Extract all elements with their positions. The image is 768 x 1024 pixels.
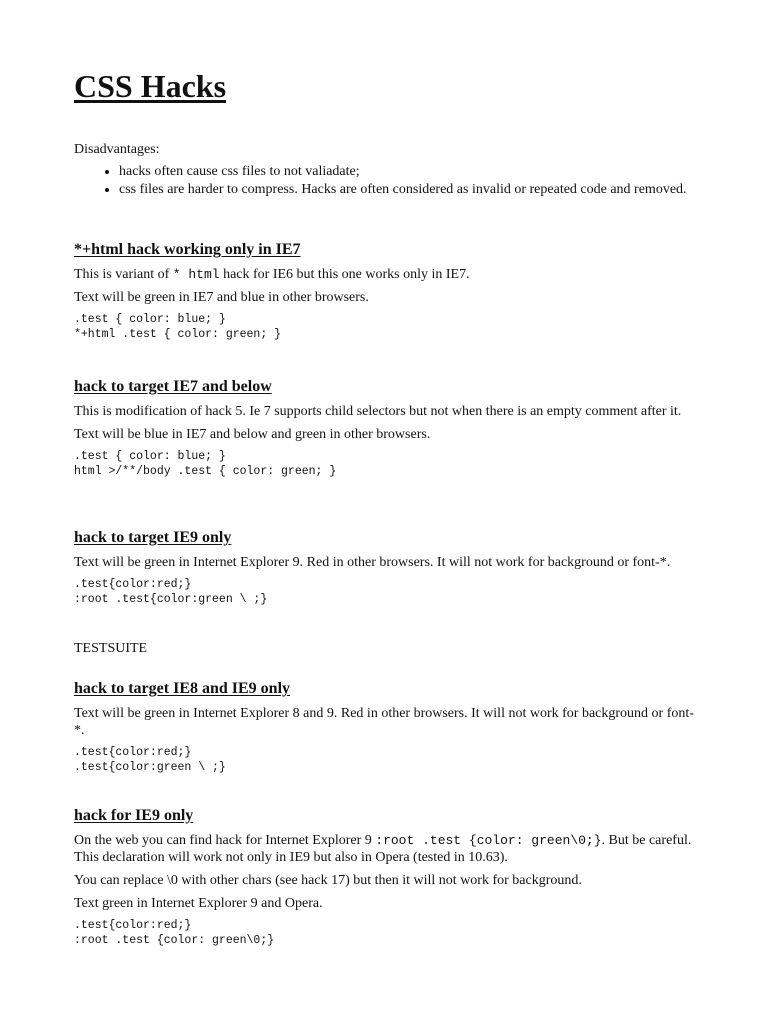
section-paragraph: On the web you can find hack for Internet Explorer 9 :root .test {color: green\0;}. But be careful. This declaration will work not only in IE9 but also in Opera (tested in 10.63).: [74, 833, 692, 865]
section-ie7-only: [74, 240, 694, 342]
section-paragraph: Text green in Internet Explorer 9 and Opera.: [74, 896, 323, 911]
code-block: [74, 577, 694, 607]
disadvantages-list: [74, 163, 694, 199]
page-title: CSS Hacks: [74, 68, 227, 104]
section-paragraph: Text will be blue in IE7 and below and green in other browsers.: [74, 427, 431, 442]
code-line: .test{color:green \ ;}: [74, 761, 226, 774]
section-heading: hack to target IE7 and below: [74, 378, 272, 395]
code-line: :root .test{color:green \ ;}: [74, 593, 268, 606]
list-item: • css files are harder to compress. Hacks are often considered as invalid or repeated code and removed.: [119, 181, 694, 199]
section-heading: *+html hack working only in IE7: [74, 241, 301, 258]
section-paragraph: You can replace \0 with other chars (see hack 17) but then it will not work for background.: [74, 873, 582, 888]
code-block: [74, 449, 694, 479]
section-paragraph: This is variant of * html hack for IE6 but this one works only in IE7.: [74, 267, 470, 282]
disadvantages-label: Disadvantages:: [74, 142, 160, 157]
section-heading: hack to target IE9 only: [74, 529, 232, 546]
code-line: *+html .test { color: green; }: [74, 328, 282, 341]
section-heading: hack for IE9 only: [74, 807, 194, 824]
section-heading: hack to target IE8 and IE9 only: [74, 680, 291, 697]
section-paragraph: Text will be green in IE7 and blue in other browsers.: [74, 290, 369, 305]
testsuite-text: TESTSUITE: [74, 641, 148, 656]
code-line: html >/**/body .test { color: green; }: [74, 465, 337, 478]
section-ie8-ie9-only: [74, 679, 694, 775]
code-line: .test{color:red;}: [74, 746, 192, 759]
code-block: [74, 312, 694, 342]
code-line: .test{color:red;}: [74, 578, 192, 591]
intro-section: [74, 141, 694, 199]
code-line: .test{color:red;}: [74, 919, 192, 932]
section-ie9-only: [74, 528, 694, 607]
code-line: .test { color: blue; }: [74, 450, 226, 463]
section-paragraph: Text will be green in Internet Explorer 9. Red in other browsers. It will not work for background or font-*.: [74, 555, 671, 570]
code-block: [74, 745, 694, 775]
section-paragraph: This is modification of hack 5. Ie 7 supports child selectors but not when there is an empty comment after it.: [74, 404, 682, 419]
section-hack-ie9: [74, 806, 694, 948]
code-line: .test { color: blue; }: [74, 313, 226, 326]
inline-code: * html: [172, 267, 220, 282]
inline-code: :root .test {color: green\0;}: [375, 833, 602, 848]
list-item: • hacks often cause css files to not valiadate;: [119, 163, 694, 181]
section-paragraph: Text will be green in Internet Explorer 8 and 9. Red in other browsers. It will not work for background or font-*.: [74, 706, 694, 738]
code-line: :root .test {color: green\0;}: [74, 934, 275, 947]
code-block: [74, 918, 694, 948]
section-ie7-and-below: [74, 377, 694, 479]
